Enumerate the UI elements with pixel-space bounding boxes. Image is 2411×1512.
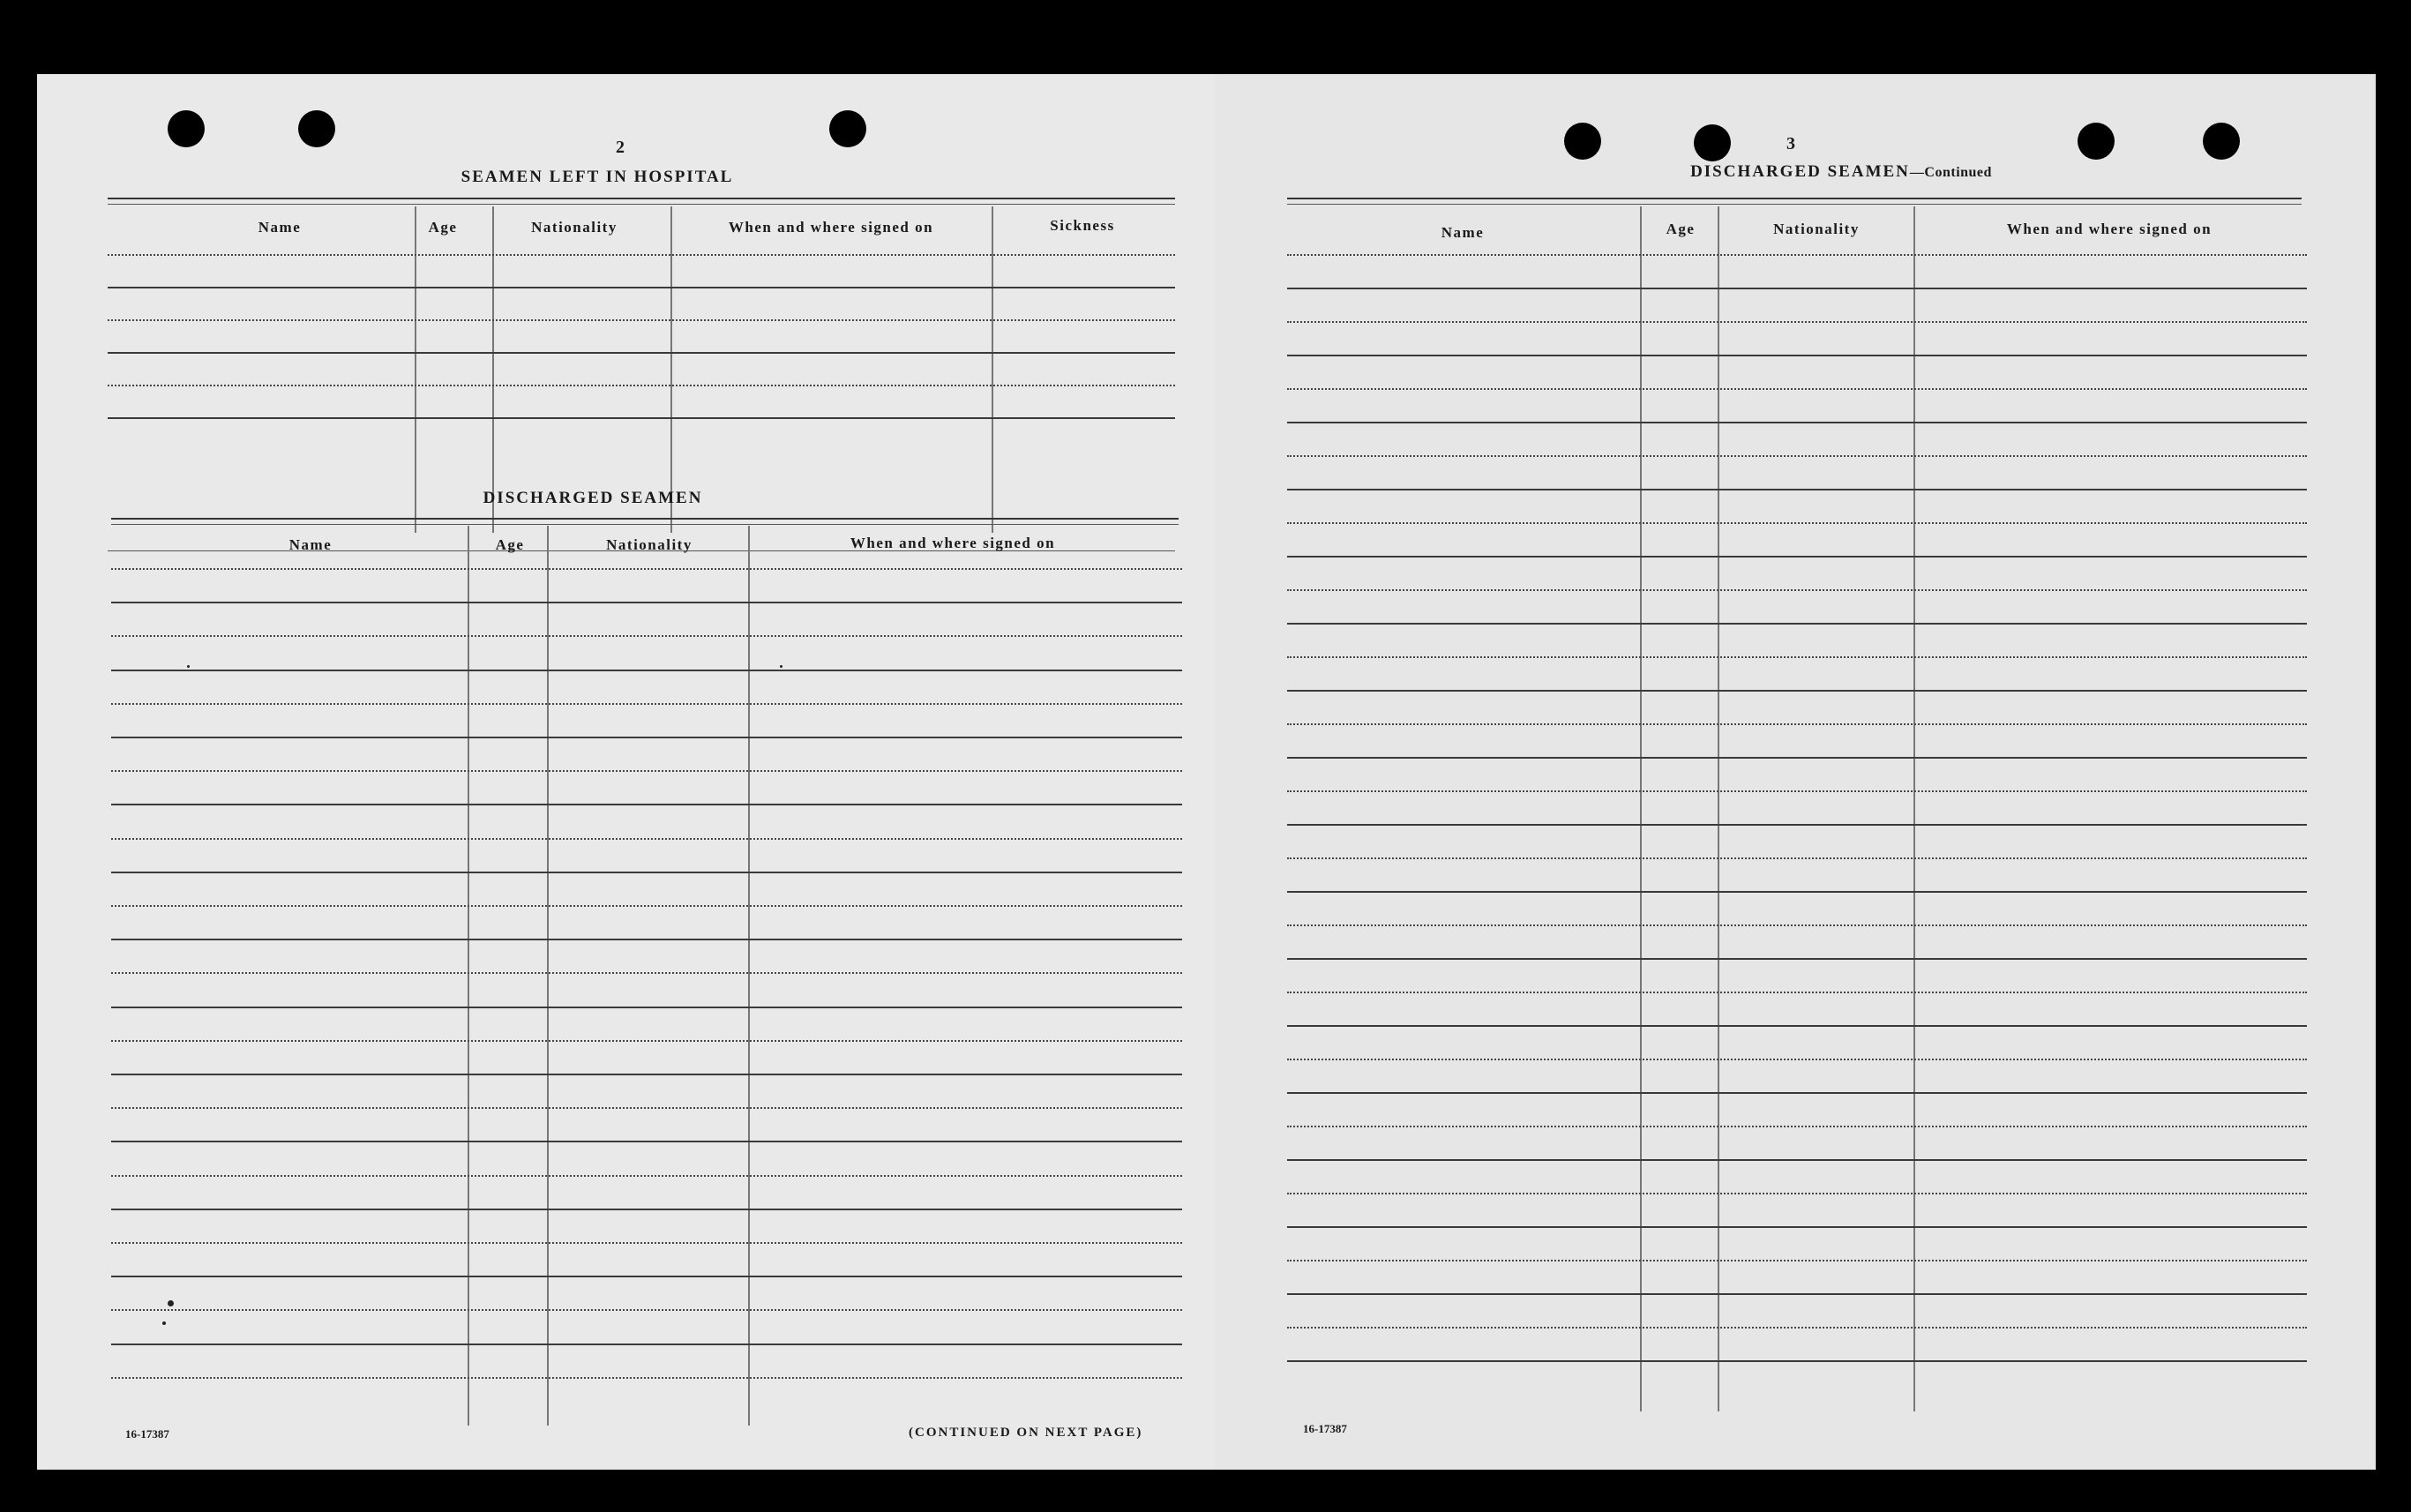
title-suffix: —Continued <box>1909 165 1992 180</box>
table-row <box>1287 623 2307 625</box>
continued-note: (CONTINUED ON NEXT PAGE) <box>909 1426 1143 1440</box>
column-header-name: Name <box>258 219 302 236</box>
table-row <box>111 972 1182 974</box>
table-row <box>108 254 1175 256</box>
table-row <box>1287 1293 2307 1295</box>
table-row <box>1287 489 2307 490</box>
table-row <box>1287 1193 2307 1194</box>
header-rule <box>111 518 1179 520</box>
table-row <box>1287 422 2307 423</box>
table-row <box>1287 254 2307 256</box>
table-row <box>1287 824 2307 826</box>
table-row <box>1287 1126 2307 1127</box>
table-row <box>111 1276 1182 1277</box>
column-header-when-where: When and where signed on <box>728 219 934 236</box>
punch-hole <box>1564 123 1601 160</box>
table-row <box>1287 355 2307 356</box>
column-divider <box>1718 206 1719 1411</box>
table-row <box>1287 522 2307 524</box>
column-header-sickness: Sickness <box>1050 217 1115 234</box>
form-code: 16-17387 <box>1303 1422 1347 1435</box>
table-row <box>111 568 1182 570</box>
table-row <box>1287 556 2307 558</box>
table-row <box>1287 891 2307 893</box>
table-row <box>111 905 1182 907</box>
table-row <box>111 1175 1182 1177</box>
punch-hole <box>168 110 205 147</box>
column-header-age: Age <box>428 219 458 236</box>
punch-hole <box>829 110 866 147</box>
table-row <box>111 1377 1182 1379</box>
header-rule <box>1287 198 2302 199</box>
column-header-when-where: When and where signed on <box>850 535 1056 551</box>
table-row <box>111 737 1182 738</box>
table-row <box>111 635 1182 637</box>
table-row <box>1287 1260 2307 1261</box>
header-rule <box>108 198 1175 199</box>
table-row <box>111 670 1182 671</box>
header-rule <box>111 524 1179 525</box>
table-row <box>1287 992 2307 993</box>
table-row <box>111 770 1182 772</box>
table-row <box>108 417 1175 419</box>
title-main: DISCHARGED SEAMEN <box>1690 162 1910 181</box>
table-row <box>1287 1159 2307 1161</box>
table-row <box>111 838 1182 840</box>
table-row <box>1287 388 2307 390</box>
page-number: 2 <box>616 138 625 157</box>
discharged-section-title: DISCHARGED SEAMEN <box>483 489 703 507</box>
punch-hole <box>2203 123 2240 160</box>
column-divider <box>1640 206 1642 1411</box>
punch-hole <box>1694 124 1731 161</box>
form-code: 16-17387 <box>125 1427 169 1441</box>
table-row <box>111 1141 1182 1142</box>
ink-speck <box>187 665 190 668</box>
table-row <box>111 804 1182 805</box>
table-row <box>1287 857 2307 859</box>
table-row <box>111 1344 1182 1345</box>
table-row <box>1287 1025 2307 1027</box>
column-header-name: Name <box>288 536 333 553</box>
table-row <box>1287 958 2307 960</box>
table-row <box>1287 790 2307 792</box>
column-header-nationality: Nationality <box>1773 221 1860 237</box>
table-row <box>111 1074 1182 1075</box>
table-row <box>111 703 1182 705</box>
table-row <box>111 1040 1182 1042</box>
table-row <box>111 1209 1182 1210</box>
column-header-nationality: Nationality <box>606 536 693 553</box>
table-row <box>108 287 1175 288</box>
table-row <box>1287 1327 2307 1329</box>
table-row <box>111 1242 1182 1244</box>
ink-speck <box>162 1321 166 1325</box>
ink-speck <box>780 665 782 668</box>
column-divider <box>748 526 750 1426</box>
discharged-continued-title <box>1612 162 2070 182</box>
table-row <box>111 602 1182 603</box>
table-row <box>1287 321 2307 323</box>
header-rule <box>1287 204 2302 205</box>
table-row <box>111 1107 1182 1109</box>
table-row <box>111 939 1182 940</box>
table-row <box>1287 1226 2307 1228</box>
table-row <box>1287 924 2307 926</box>
table-row <box>111 872 1182 873</box>
table-row <box>1287 723 2307 725</box>
left-page <box>37 74 1215 1470</box>
table-row <box>1287 757 2307 759</box>
column-header-nationality: Nationality <box>531 219 618 236</box>
punch-hole <box>298 110 335 147</box>
column-header-age: Age <box>1666 221 1696 237</box>
table-row <box>1287 1360 2307 1362</box>
right-page <box>1215 74 2376 1470</box>
table-row <box>1287 589 2307 591</box>
table-row <box>1287 1092 2307 1094</box>
column-divider <box>1913 206 1915 1411</box>
ink-speck <box>168 1300 174 1306</box>
header-rule <box>108 204 1175 205</box>
table-row <box>1287 690 2307 692</box>
table-row <box>108 385 1175 386</box>
page-number: 3 <box>1786 134 1795 153</box>
table-row <box>108 319 1175 321</box>
column-divider <box>468 526 469 1426</box>
table-row <box>111 1309 1182 1311</box>
column-header-age: Age <box>495 536 525 553</box>
table-row <box>1287 1059 2307 1060</box>
punch-hole <box>2078 123 2115 160</box>
table-row <box>108 352 1175 354</box>
table-row <box>1287 288 2307 289</box>
table-row <box>1287 455 2307 457</box>
table-row <box>1287 656 2307 658</box>
column-header-when-where: When and where signed on <box>2006 221 2213 237</box>
column-divider <box>547 526 549 1426</box>
column-header-name: Name <box>1441 224 1485 241</box>
table-row <box>111 1007 1182 1008</box>
hospital-section-title: SEAMEN LEFT IN HOSPITAL <box>460 168 734 186</box>
